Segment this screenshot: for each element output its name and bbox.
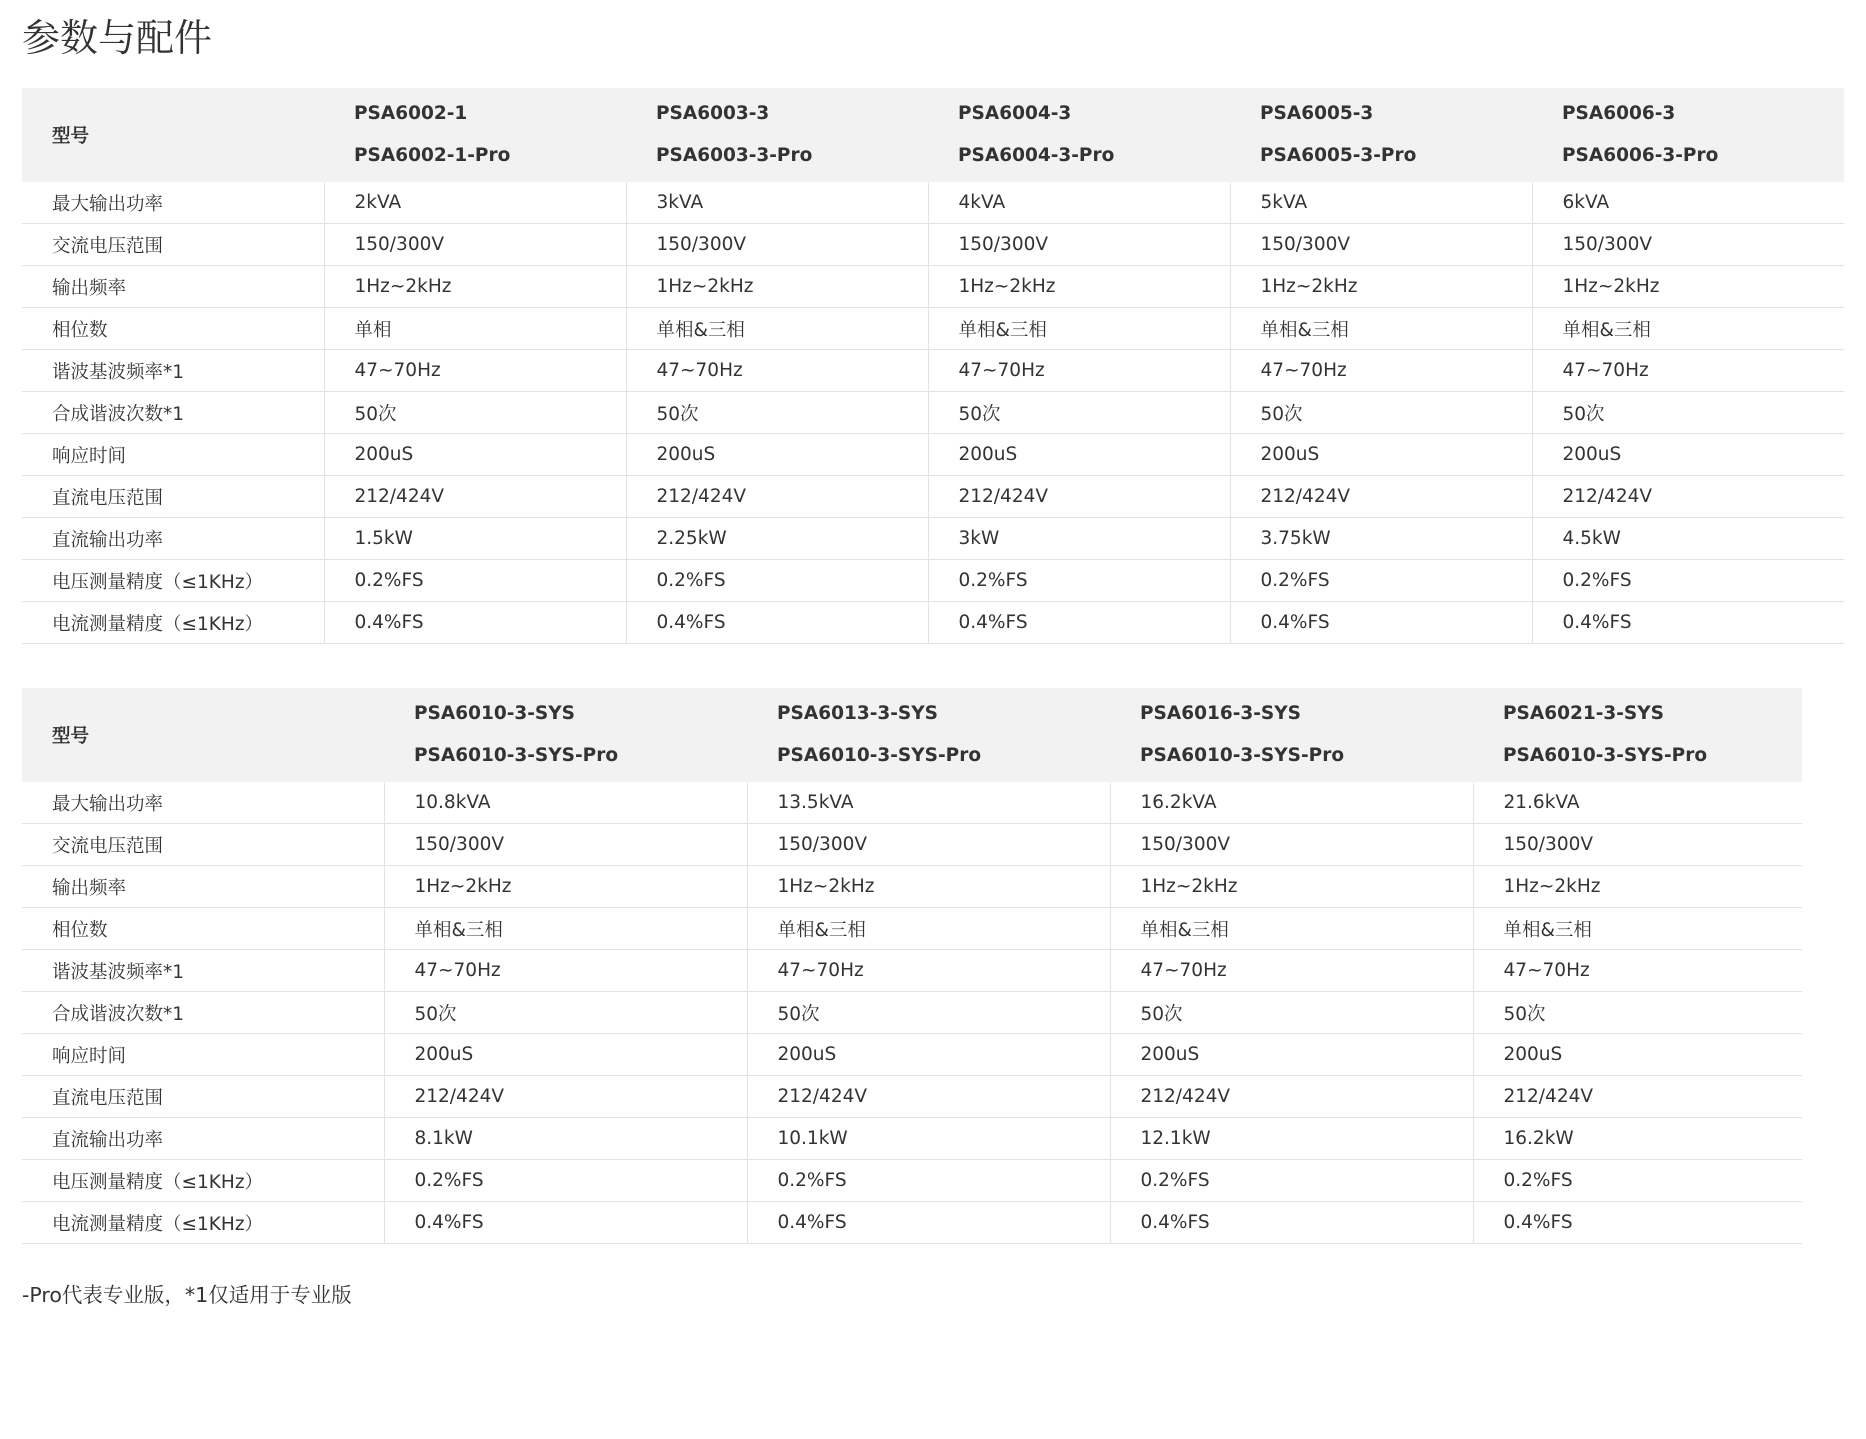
value-cell: 150/300V [1110, 824, 1473, 866]
row-label: 最大输出功率 [22, 182, 324, 224]
value-cell: 47~70Hz [384, 950, 747, 992]
model-pro-name: PSA6002-1-Pro [354, 145, 511, 166]
value-cell: 0.4%FS [1532, 602, 1844, 644]
header-label-cell: 型号 [22, 688, 384, 782]
row-label: 合成谐波次数*1 [22, 392, 324, 434]
value-cell: 0.2%FS [747, 1160, 1110, 1202]
row-label: 最大输出功率 [22, 782, 384, 824]
value-cell: 0.2%FS [384, 1160, 747, 1202]
model-pro-name: PSA6006-3-Pro [1562, 145, 1719, 166]
model-name: PSA6002-1 [354, 103, 468, 124]
value-cell: 5kVA [1230, 182, 1532, 224]
header-label-cell: 型号 [22, 88, 324, 182]
value-cell: 0.2%FS [626, 560, 928, 602]
value-cell: 6kVA [1532, 182, 1844, 224]
value-cell: 0.4%FS [928, 602, 1230, 644]
value-cell: 1Hz~2kHz [1110, 866, 1473, 908]
value-cell: 150/300V [1532, 224, 1844, 266]
value-cell: 47~70Hz [626, 350, 928, 392]
value-cell: 单相&三相 [747, 908, 1110, 950]
model-name: PSA6006-3 [1562, 103, 1676, 124]
value-cell: 50次 [928, 392, 1230, 434]
row-label: 合成谐波次数*1 [22, 992, 384, 1034]
value-cell: 47~70Hz [1532, 350, 1844, 392]
model-header-cell [384, 688, 747, 782]
table-row [22, 182, 1844, 224]
value-cell: 212/424V [1532, 476, 1844, 518]
value-cell: 1Hz~2kHz [1473, 866, 1802, 908]
table-row [22, 1034, 1802, 1076]
model-header-cell [1532, 88, 1844, 182]
table-row [22, 476, 1844, 518]
row-label: 相位数 [22, 908, 384, 950]
table-row [22, 866, 1802, 908]
value-cell: 0.2%FS [1230, 560, 1532, 602]
value-cell: 212/424V [324, 476, 626, 518]
value-cell: 4.5kW [1532, 518, 1844, 560]
row-label: 谐波基波频率*1 [22, 350, 324, 392]
spec-table-1-header [22, 88, 1844, 182]
model-pro-name: PSA6010-3-SYS-Pro [777, 745, 982, 766]
model-name: PSA6005-3 [1260, 103, 1374, 124]
row-label: 响应时间 [22, 434, 324, 476]
spec-table-2-header [22, 688, 1802, 782]
value-cell: 47~70Hz [1473, 950, 1802, 992]
value-cell: 8.1kW [384, 1118, 747, 1160]
value-cell: 50次 [1473, 992, 1802, 1034]
model-pro-name: PSA6005-3-Pro [1260, 145, 1417, 166]
model-header-cell [626, 88, 928, 182]
value-cell: 3kVA [626, 182, 928, 224]
row-label: 相位数 [22, 308, 324, 350]
value-cell: 47~70Hz [324, 350, 626, 392]
spec-table-1-body [22, 182, 1844, 644]
value-cell: 0.4%FS [1473, 1202, 1802, 1244]
value-cell: 0.2%FS [1110, 1160, 1473, 1202]
value-cell: 150/300V [384, 824, 747, 866]
table-row [22, 224, 1844, 266]
value-cell: 150/300V [928, 224, 1230, 266]
table-row [22, 602, 1844, 644]
value-cell: 单相 [324, 308, 626, 350]
value-cell: 1Hz~2kHz [626, 266, 928, 308]
model-header-cell [1473, 688, 1802, 782]
value-cell: 200uS [1230, 434, 1532, 476]
model-pro-name: PSA6010-3-SYS-Pro [1503, 745, 1708, 766]
value-cell: 1Hz~2kHz [384, 866, 747, 908]
table-row [22, 992, 1802, 1034]
value-cell: 16.2kW [1473, 1118, 1802, 1160]
model-header-cell [928, 88, 1230, 182]
value-cell: 200uS [747, 1034, 1110, 1076]
row-label: 谐波基波频率*1 [22, 950, 384, 992]
row-label: 交流电压范围 [22, 224, 324, 266]
value-cell: 212/424V [1110, 1076, 1473, 1118]
value-cell: 3kW [928, 518, 1230, 560]
row-label: 直流输出功率 [22, 518, 324, 560]
value-cell: 50次 [1230, 392, 1532, 434]
value-cell: 50次 [1110, 992, 1473, 1034]
value-cell: 1Hz~2kHz [324, 266, 626, 308]
value-cell: 1Hz~2kHz [1230, 266, 1532, 308]
value-cell: 0.4%FS [384, 1202, 747, 1244]
row-label: 电压测量精度（≤1KHz） [22, 560, 324, 602]
model-name: PSA6004-3 [958, 103, 1072, 124]
table-row [22, 1202, 1802, 1244]
table-row [22, 350, 1844, 392]
table-row [22, 266, 1844, 308]
value-cell: 单相&三相 [626, 308, 928, 350]
value-cell: 50次 [747, 992, 1110, 1034]
value-cell: 200uS [324, 434, 626, 476]
value-cell: 12.1kW [1110, 1118, 1473, 1160]
row-label: 电流测量精度（≤1KHz） [22, 602, 324, 644]
value-cell: 200uS [1473, 1034, 1802, 1076]
value-cell: 150/300V [324, 224, 626, 266]
row-label: 输出频率 [22, 866, 384, 908]
model-pro-name: PSA6010-3-SYS-Pro [1140, 745, 1345, 766]
model-pro-name: PSA6010-3-SYS-Pro [414, 745, 619, 766]
value-cell: 0.2%FS [928, 560, 1230, 602]
row-label: 输出频率 [22, 266, 324, 308]
model-name: PSA6016-3-SYS [1140, 703, 1301, 724]
spec-table-2-body [22, 782, 1802, 1244]
value-cell: 10.1kW [747, 1118, 1110, 1160]
row-label: 直流电压范围 [22, 1076, 384, 1118]
table-row [22, 908, 1802, 950]
value-cell: 0.4%FS [324, 602, 626, 644]
value-cell: 0.4%FS [1230, 602, 1532, 644]
header-row [22, 688, 1802, 782]
model-header-cell [747, 688, 1110, 782]
value-cell: 212/424V [1473, 1076, 1802, 1118]
model-name: PSA6013-3-SYS [777, 703, 938, 724]
value-cell: 10.8kVA [384, 782, 747, 824]
value-cell: 16.2kVA [1110, 782, 1473, 824]
value-cell: 50次 [1532, 392, 1844, 434]
value-cell: 2.25kW [626, 518, 928, 560]
value-cell: 47~70Hz [1230, 350, 1532, 392]
value-cell: 200uS [1110, 1034, 1473, 1076]
value-cell: 单相&三相 [384, 908, 747, 950]
value-cell: 1Hz~2kHz [928, 266, 1230, 308]
table-row [22, 1118, 1802, 1160]
row-label: 交流电压范围 [22, 824, 384, 866]
row-label: 电流测量精度（≤1KHz） [22, 1202, 384, 1244]
table-row [22, 782, 1802, 824]
value-cell: 212/424V [747, 1076, 1110, 1118]
value-cell: 0.4%FS [747, 1202, 1110, 1244]
value-cell: 0.2%FS [324, 560, 626, 602]
table-row [22, 392, 1844, 434]
value-cell: 212/424V [626, 476, 928, 518]
header-row [22, 88, 1844, 182]
table-row [22, 560, 1844, 602]
table-row [22, 1076, 1802, 1118]
value-cell: 2kVA [324, 182, 626, 224]
value-cell: 150/300V [1473, 824, 1802, 866]
model-name: PSA6021-3-SYS [1503, 703, 1664, 724]
value-cell: 0.4%FS [626, 602, 928, 644]
value-cell: 200uS [384, 1034, 747, 1076]
value-cell: 50次 [384, 992, 747, 1034]
footnote: -Pro代表专业版，*1仅适用于专业版 [22, 1283, 352, 1307]
row-label: 直流输出功率 [22, 1118, 384, 1160]
page-title: 参数与配件 [22, 16, 213, 60]
model-pro-name: PSA6003-3-Pro [656, 145, 813, 166]
value-cell: 50次 [626, 392, 928, 434]
value-cell: 1Hz~2kHz [747, 866, 1110, 908]
value-cell: 单相&三相 [1473, 908, 1802, 950]
table-row [22, 824, 1802, 866]
value-cell: 50次 [324, 392, 626, 434]
model-name: PSA6010-3-SYS [414, 703, 575, 724]
value-cell: 200uS [928, 434, 1230, 476]
value-cell: 单相&三相 [1532, 308, 1844, 350]
spec-table-1 [22, 88, 1844, 644]
value-cell: 单相&三相 [1230, 308, 1532, 350]
value-cell: 4kVA [928, 182, 1230, 224]
value-cell: 单相&三相 [928, 308, 1230, 350]
model-header-cell [324, 88, 626, 182]
value-cell: 0.2%FS [1532, 560, 1844, 602]
row-label: 电压测量精度（≤1KHz） [22, 1160, 384, 1202]
value-cell: 1.5kW [324, 518, 626, 560]
value-cell: 47~70Hz [747, 950, 1110, 992]
value-cell: 150/300V [626, 224, 928, 266]
row-label: 响应时间 [22, 1034, 384, 1076]
value-cell: 47~70Hz [928, 350, 1230, 392]
value-cell: 3.75kW [1230, 518, 1532, 560]
value-cell: 13.5kVA [747, 782, 1110, 824]
value-cell: 47~70Hz [1110, 950, 1473, 992]
model-pro-name: PSA6004-3-Pro [958, 145, 1115, 166]
value-cell: 150/300V [1230, 224, 1532, 266]
table-row [22, 950, 1802, 992]
value-cell: 150/300V [747, 824, 1110, 866]
value-cell: 0.2%FS [1473, 1160, 1802, 1202]
table-row [22, 434, 1844, 476]
value-cell: 21.6kVA [1473, 782, 1802, 824]
spec-table-2 [22, 688, 1802, 1244]
row-label: 直流电压范围 [22, 476, 324, 518]
model-name: PSA6003-3 [656, 103, 770, 124]
value-cell: 212/424V [928, 476, 1230, 518]
value-cell: 212/424V [384, 1076, 747, 1118]
value-cell: 200uS [626, 434, 928, 476]
table-row [22, 518, 1844, 560]
model-header-cell [1110, 688, 1473, 782]
value-cell: 212/424V [1230, 476, 1532, 518]
table-row [22, 1160, 1802, 1202]
value-cell: 1Hz~2kHz [1532, 266, 1844, 308]
model-header-cell [1230, 88, 1532, 182]
value-cell: 200uS [1532, 434, 1844, 476]
value-cell: 0.4%FS [1110, 1202, 1473, 1244]
table-row [22, 308, 1844, 350]
value-cell: 单相&三相 [1110, 908, 1473, 950]
